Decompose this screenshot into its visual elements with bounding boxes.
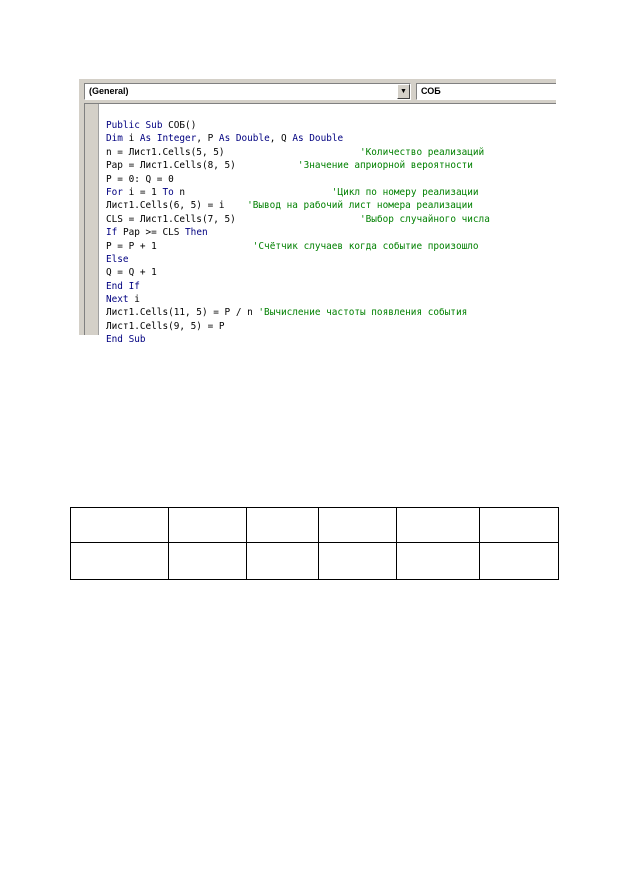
code-line <box>106 132 490 145</box>
table-cell <box>397 508 480 543</box>
table-cell <box>319 543 397 580</box>
table-cell <box>247 543 319 580</box>
table-row <box>71 508 559 543</box>
code-line <box>106 199 490 212</box>
code-statement: Лист1.Cells(9, 5) = P <box>106 320 225 332</box>
table-cell <box>71 508 169 543</box>
code-line <box>106 280 490 293</box>
code-line <box>106 159 490 172</box>
code-line <box>106 213 490 226</box>
chevron-down-icon[interactable]: ▼ <box>397 84 410 99</box>
code-comment: 'Счётчик случаев когда событие произошло <box>252 240 479 252</box>
code-statement: Pap = Лист1.Cells(8, 5) <box>106 160 236 172</box>
table-cell <box>480 508 559 543</box>
table-cell <box>319 508 397 543</box>
table-cell <box>480 543 559 580</box>
code-statement: For i = 1 To n <box>106 186 186 198</box>
code-comment: 'Вывод на рабочий лист номера реализации <box>247 200 473 212</box>
table-cell <box>169 543 247 580</box>
code-comment: 'Цикл по номеру реализации <box>331 186 479 198</box>
code-line <box>106 253 490 266</box>
code-line <box>106 173 490 186</box>
code-statement: CLS = Лист1.Cells(7, 5) <box>106 213 236 225</box>
code-comment: 'Значение априорной вероятности <box>297 160 473 172</box>
code-statement: Else <box>106 253 129 265</box>
code-statement: End If <box>106 280 140 292</box>
code-statement: If Pap >= CLS Then <box>106 227 208 239</box>
table-cell <box>169 508 247 543</box>
code-statement: Лист1.Cells(11, 5) = P / n <box>106 307 253 319</box>
procedure-combobox-value: СОБ <box>421 86 441 96</box>
code-statement: Q = Q + 1 <box>106 267 157 279</box>
code-line <box>106 240 490 253</box>
code-statement: P = P + 1 <box>106 240 157 252</box>
code-line <box>106 226 490 239</box>
code-line <box>106 186 490 199</box>
code-line <box>106 320 490 333</box>
code-line <box>106 146 490 159</box>
code-line <box>106 333 490 346</box>
code-comment: 'Вычисление частоты появления события <box>258 307 468 319</box>
code-statement: P = 0: Q = 0 <box>106 173 174 185</box>
code-statement: Next i <box>106 294 140 306</box>
code-statement: n = Лист1.Cells(5, 5) <box>106 146 225 158</box>
code-line <box>106 266 490 279</box>
code-editor[interactable] <box>84 103 556 346</box>
code-line <box>106 119 490 132</box>
procedure-combobox[interactable] <box>416 83 556 100</box>
code-comment: 'Выбор случайного числа <box>360 213 490 225</box>
code-text <box>106 119 490 347</box>
code-line <box>106 293 490 306</box>
margin-indicator-bar[interactable] <box>85 104 99 335</box>
object-combobox-value: (General) <box>89 86 129 96</box>
table-row <box>71 543 559 580</box>
code-statement: Public Sub СОБ() <box>106 120 197 131</box>
code-statement: End Sub <box>106 334 146 346</box>
table-cell <box>71 543 169 580</box>
code-statement: Лист1.Cells(6, 5) = i <box>106 200 225 212</box>
code-comment: 'Количество реализаций <box>360 146 485 158</box>
vba-code-window <box>79 79 556 346</box>
code-line <box>106 306 490 319</box>
code-statement: Dim i As Integer, P As Double, Q As Double <box>106 133 344 145</box>
empty-table <box>70 507 559 580</box>
table-cell <box>397 543 480 580</box>
table-cell <box>247 508 319 543</box>
object-combobox[interactable] <box>84 83 411 100</box>
